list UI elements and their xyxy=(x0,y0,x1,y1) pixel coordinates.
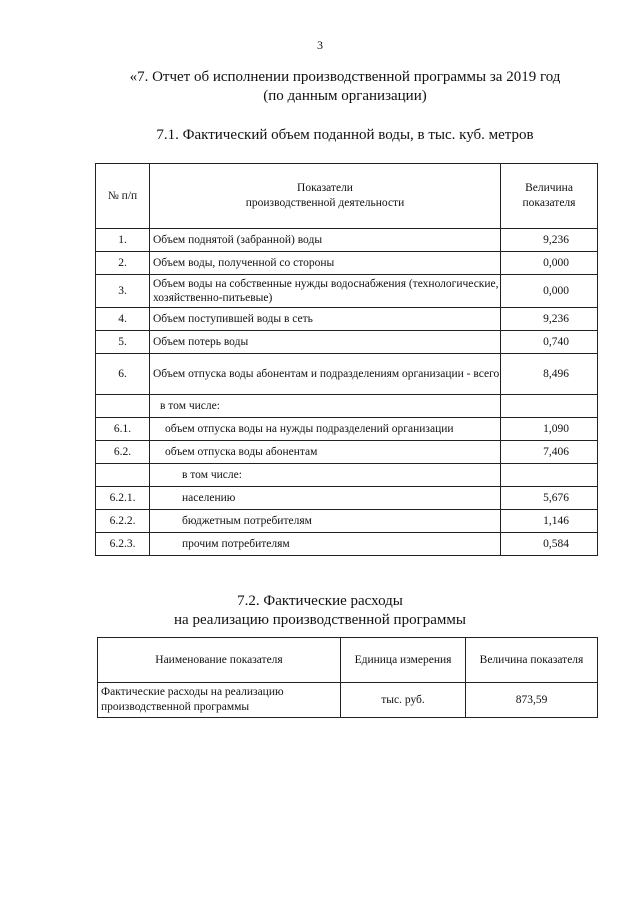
table-row xyxy=(98,683,598,718)
col-header-value-line2: показателя xyxy=(522,197,576,209)
row-name: Фактические расходы на реализацию производственной программы xyxy=(98,683,341,718)
table-row xyxy=(96,510,598,533)
row-number xyxy=(96,464,150,487)
row-name: прочим потребителям xyxy=(150,533,501,556)
row-number xyxy=(96,395,150,418)
col-header-unit: Единица измерения xyxy=(341,638,466,683)
row-unit: тыс. руб. xyxy=(341,683,466,718)
table-row xyxy=(96,252,598,275)
section-72-title xyxy=(0,592,640,630)
row-value: 8,496 xyxy=(501,354,598,395)
row-name: Объем поднятой (забранной) воды xyxy=(150,229,501,252)
table-row xyxy=(96,331,598,354)
row-value: 0,000 xyxy=(501,275,598,308)
table-row xyxy=(96,395,598,418)
report-heading xyxy=(40,68,640,106)
row-value xyxy=(501,464,598,487)
table-row xyxy=(96,533,598,556)
row-value: 9,236 xyxy=(501,308,598,331)
row-number: 1. xyxy=(96,229,150,252)
row-value xyxy=(501,395,598,418)
row-number: 6.1. xyxy=(96,418,150,441)
row-name: бюджетным потребителям xyxy=(150,510,501,533)
report-heading-line1: «7. Отчет об исполнении производственной программы за 2019 год xyxy=(129,69,561,85)
expenses-table xyxy=(97,637,598,718)
table-row xyxy=(96,308,598,331)
table-header-row xyxy=(96,164,598,229)
section-72-title-line2: на реализацию производственной программы xyxy=(174,612,466,628)
row-value: 9,236 xyxy=(501,229,598,252)
col-header-number: № п/п xyxy=(96,164,150,229)
col-header-value: Величина показателя xyxy=(466,638,598,683)
water-volume-table xyxy=(95,163,598,556)
row-number: 6.2.2. xyxy=(96,510,150,533)
row-number: 2. xyxy=(96,252,150,275)
row-value: 5,676 xyxy=(501,487,598,510)
col-header-indicator-line1: Показатели xyxy=(297,182,353,194)
row-number: 6. xyxy=(96,354,150,395)
row-name: Объем потерь воды xyxy=(150,331,501,354)
row-value: 7,406 xyxy=(501,441,598,464)
table-row xyxy=(96,418,598,441)
report-heading-line2: (по данным организации) xyxy=(263,88,427,104)
section-72-title-line1: 7.2. Фактические расходы xyxy=(237,593,403,609)
table-row xyxy=(96,275,598,308)
row-number: 4. xyxy=(96,308,150,331)
table-row xyxy=(96,441,598,464)
row-value: 1,090 xyxy=(501,418,598,441)
row-name: Объем поступившей воды в сеть xyxy=(150,308,501,331)
row-number: 5. xyxy=(96,331,150,354)
row-name: в том числе: xyxy=(150,464,501,487)
col-header-value xyxy=(501,164,598,229)
table-row xyxy=(96,464,598,487)
col-header-indicator xyxy=(150,164,501,229)
row-value: 0,000 xyxy=(501,252,598,275)
table-row xyxy=(96,354,598,395)
row-name: объем отпуска воды на нужды подразделений организации xyxy=(150,418,501,441)
row-number: 6.2. xyxy=(96,441,150,464)
col-header-value-line1: Величина xyxy=(525,182,573,194)
row-value: 1,146 xyxy=(501,510,598,533)
col-header-indicator-line2: производственной деятельности xyxy=(245,197,405,209)
table-header-row xyxy=(98,638,598,683)
row-value: 0,740 xyxy=(501,331,598,354)
row-name: объем отпуска воды абонентам xyxy=(150,441,501,464)
row-name: населению xyxy=(150,487,501,510)
row-number: 3. xyxy=(96,275,150,308)
row-name: Объем воды, полученной со стороны xyxy=(150,252,501,275)
row-number: 6.2.1. xyxy=(96,487,150,510)
row-value: 0,584 xyxy=(501,533,598,556)
page-number: 3 xyxy=(317,38,323,52)
col-header-indicator-name: Наименование показателя xyxy=(98,638,341,683)
row-name: Объем воды на собственные нужды водоснабжения (технологические, хозяйственно-питьевые) xyxy=(150,275,501,308)
row-number: 6.2.3. xyxy=(96,533,150,556)
section-71-title: 7.1. Фактический объем поданной воды, в тыс. куб. метров xyxy=(156,127,534,143)
table-row xyxy=(96,229,598,252)
table-row xyxy=(96,487,598,510)
row-name: Объем отпуска воды абонентам и подразделениям организации - всего xyxy=(150,354,501,395)
row-value: 873,59 xyxy=(466,683,598,718)
row-name: в том числе: xyxy=(150,395,501,418)
